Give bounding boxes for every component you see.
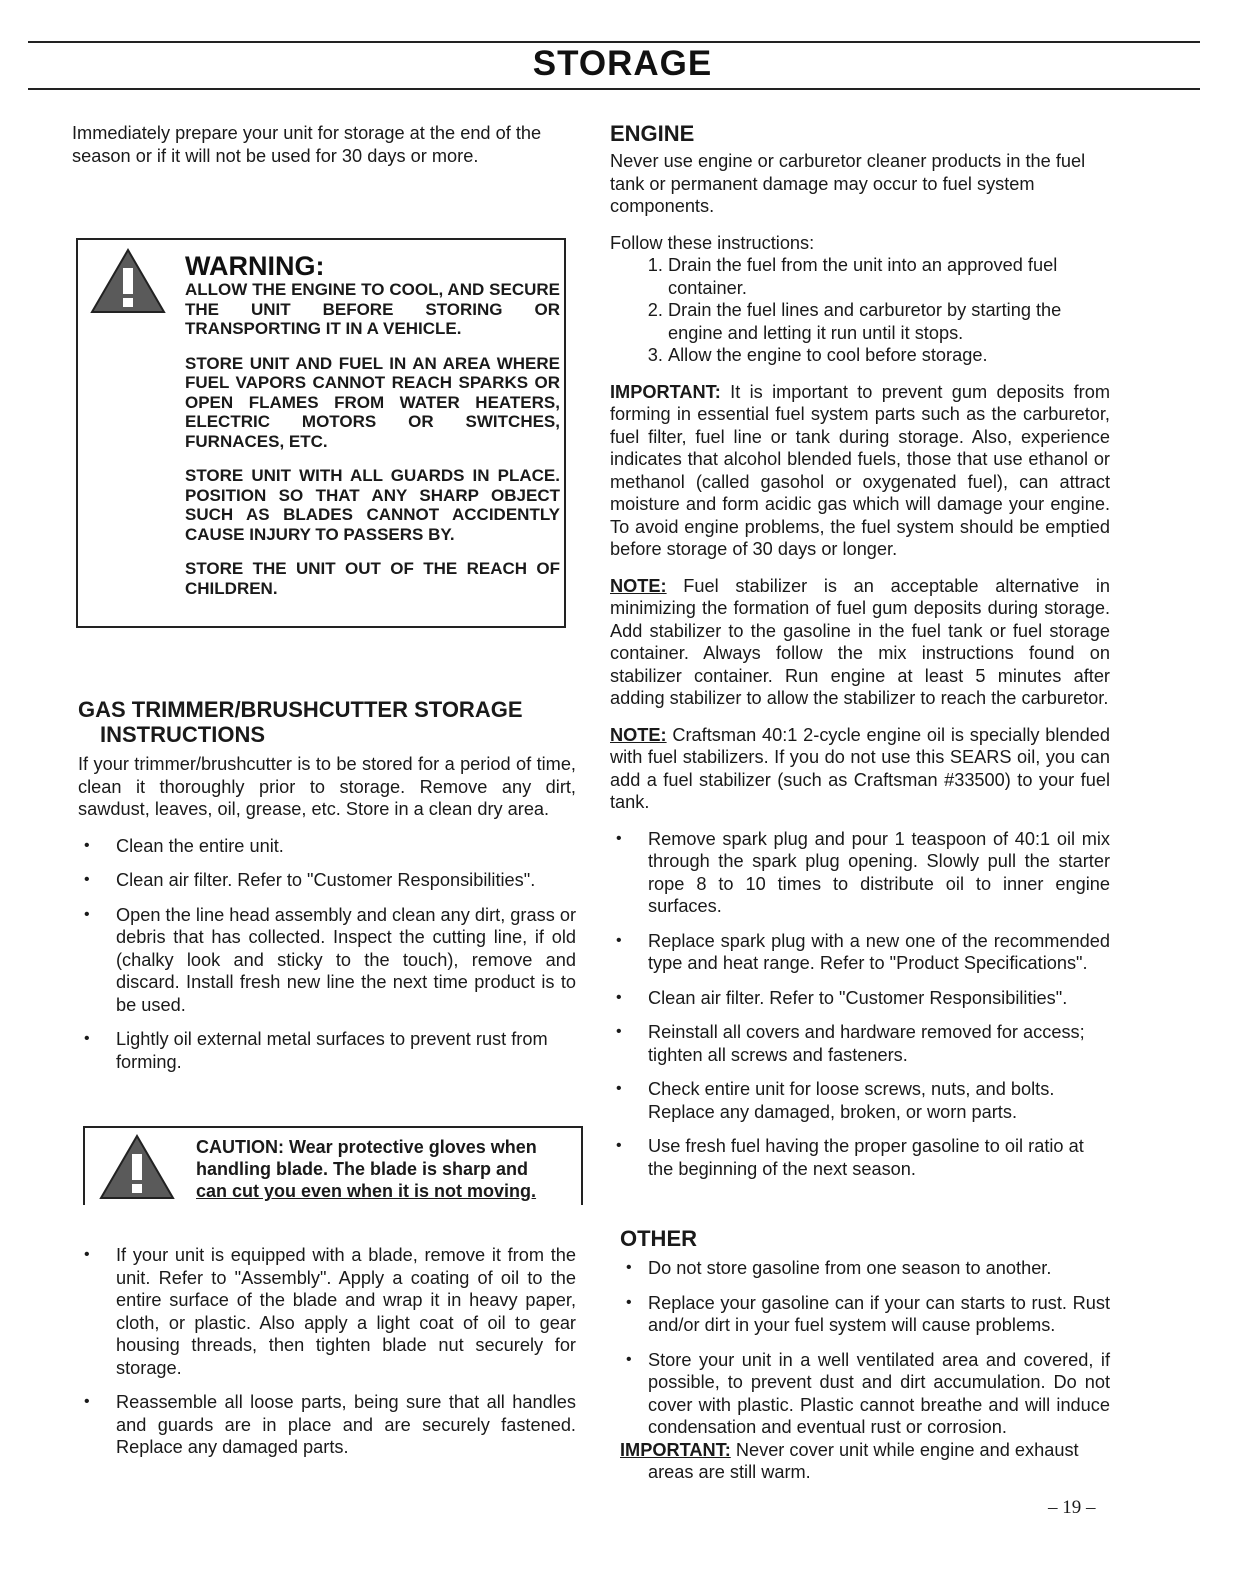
page-number: – 19 – [1048,1497,1096,1518]
other-section [620,1226,1110,1498]
gas-intro: If your trimmer/brushcutter is to be stored for a period of time, clean it thoroughly prior to storage. Remove any dirt, sawdust, leaves, oil, grease, etc. Store in a clean dry area. [78,754,576,819]
caution-line: can cut you even when it is not moving. [196,1181,537,1201]
list-item: • Replace spark plug with a new one of the recommended type and heat range. Refer to "Product Specifications". [610,930,1110,975]
blade-section [78,1244,576,1471]
other-important [620,1439,1110,1484]
list-item: • Do not store gasoline from one season to another. [620,1257,1110,1280]
engine-section [610,121,1110,1192]
warning-body [185,280,560,613]
list-item: • Remove spark plug and pour 1 teaspoon of 40:1 oil mix through the spark plug opening. Slowly pull the starter rope 8 to 10 times to distribute oil to inner engine surfaces. [610,828,1110,918]
list-item: • Store your unit in a well ventilated area and covered, if possible, to prevent dust and dirt accumulation. Do not cover with plastic. Plastic cannot breathe and will induce condensation and eventual rust or corrosion. [620,1349,1110,1439]
note-text: Fuel stabilizer is an acceptable alternative in minimizing the formation of fuel gum deposits during storage. Add stabilizer to the gasoline in the fuel tank or fuel storage container. Always follow the mix instructions found on stabilizer container. Run engine at least 5 minutes after adding stabilizer to allow the stabilizer to reach the carburetor. [610,575,1110,708]
engine-steps [610,254,1110,367]
blade-bullet-list [78,1244,576,1459]
gas-section [78,697,576,1085]
title-rule [28,88,1200,90]
top-rule [28,41,1200,43]
caution-box [83,1126,583,1205]
warning-paragraph: STORE UNIT AND FUEL IN AN AREA WHERE FUEL VAPORS CANNOT REACH SPARKS OR OPEN FLAMES FROM WATER HEATERS, ELECTRIC MOTORS OR SWITCHES, FURNACES, ETC. [185,353,560,451]
list-item: • Clean the entire unit. [78,835,576,858]
caution-line: CAUTION: Wear protective gloves when [196,1137,537,1157]
page-title: STORAGE [532,44,713,83]
important-label: IMPORTANT: [620,1439,731,1460]
engine-note-2 [610,724,1110,814]
list-item: 3. Allow the engine to cool before storage. [668,344,1110,367]
list-item: 2. Drain the fuel lines and carburetor by starting the engine and letting it run until it stops. [668,299,1110,344]
warning-paragraph: STORE UNIT WITH ALL GUARDS IN PLACE. POSITION SO THAT ANY SHARP OBJECT SUCH AS BLADES CANNOT ACCIDENTLY CAUSE INJURY TO PASSERS BY. [185,466,560,544]
intro-block [72,122,576,181]
gas-heading-line1: GAS TRIMMER/BRUSHCUTTER STORAGE [78,697,523,722]
important-text: It is important to prevent gum deposits from forming in essential fuel system parts such as the carburetor, fuel filter, fuel line or tank during storage. Also, experience indicates that alcohol blended fuels, those that use ethanol or methanol (called gasohol or oxygenated fuel), can attract moisture and form acidic gas which will damage your engine. To avoid engine problems, the fuel system should be emptied before storage of 30 days or longer. [610,381,1110,559]
engine-bullet-list [610,828,1110,1181]
engine-important [610,381,1110,561]
list-item: • Use fresh fuel having the proper gasoline to oil ratio at the beginning of the next season. [610,1135,1110,1180]
important-label: IMPORTANT: [610,381,721,402]
important-text: Never cover unit while engine and exhaust areas are still warm. [648,1439,1079,1482]
warning-box [76,238,566,628]
list-item: • Check entire unit for loose screws, nuts, and bolts. Replace any damaged, broken, or worn parts. [610,1078,1110,1123]
list-item: • Clean air filter. Refer to "Customer Responsibilities". [610,987,1110,1010]
caution-triangle-icon [97,1132,177,1209]
list-item: • Open the line head assembly and clean any dirt, grass or debris that has collected. Inspect the cutting line, if old (chalky look and sticky to the touch), remove and discard. Install fresh new line the next time product is to be used. [78,904,576,1017]
list-item: • Reassemble all loose parts, being sure that all handles and guards are in place and are securely fastened. Replace any damaged parts. [78,1391,576,1459]
follow-instructions: Follow these instructions: [610,232,815,253]
list-item: • If your unit is equipped with a blade, remove it from the unit. Refer to "Assembly". Apply a coating of oil to the entire surface of the blade and wrap it in heavy paper, cloth, or plastic. Also apply a light coat of oil to gear housing threads, then tighten blade nut securely for storage. [78,1244,576,1379]
list-item: • Clean air filter. Refer to "Customer Responsibilities". [78,869,576,892]
engine-intro: Never use engine or carburetor cleaner products in the fuel tank or permanent damage may occur to fuel system components. [610,151,1086,216]
warning-paragraph: ALLOW THE ENGINE TO COOL, AND SECURE THE UNIT BEFORE STORING OR TRANSPORTING IT IN A VEHICLE. [185,280,560,338]
list-item: • Lightly oil external metal surfaces to prevent rust from forming. [78,1028,576,1073]
gas-bullet-list [78,835,576,1074]
gas-heading-line2: INSTRUCTIONS [100,722,265,747]
warning-heading: WARNING: [185,251,325,281]
intro-text: Immediately prepare your unit for storage at the end of the season or if it will not be used for 30 days or more. [72,123,542,166]
list-item: 1. Drain the fuel from the unit into an approved fuel container. [668,254,1110,299]
list-item: • Reinstall all covers and hardware removed for access; tighten all screws and fasteners. [610,1021,1110,1066]
note-label: NOTE: [610,575,667,596]
other-heading: OTHER [620,1226,697,1251]
caution-text [196,1136,576,1202]
warning-paragraph: STORE THE UNIT OUT OF THE REACH OF CHILDREN. [185,559,560,598]
engine-note-1 [610,575,1110,710]
list-item: • Replace your gasoline can if your can starts to rust. Rust and/or dirt in your fuel system will cause problems. [620,1292,1110,1337]
other-bullet-list [620,1257,1110,1439]
note-text: Craftsman 40:1 2-cycle engine oil is specially blended with fuel stabilizers. If you do not use this SEARS oil, you can add a fuel stabilizer (such as Craftsman #33500) to your fuel tank. [610,724,1110,812]
caution-line: handling blade. The blade is sharp and [196,1159,529,1179]
note-label: NOTE: [610,724,667,745]
engine-heading: ENGINE [610,121,695,146]
warning-triangle-icon [88,246,168,323]
